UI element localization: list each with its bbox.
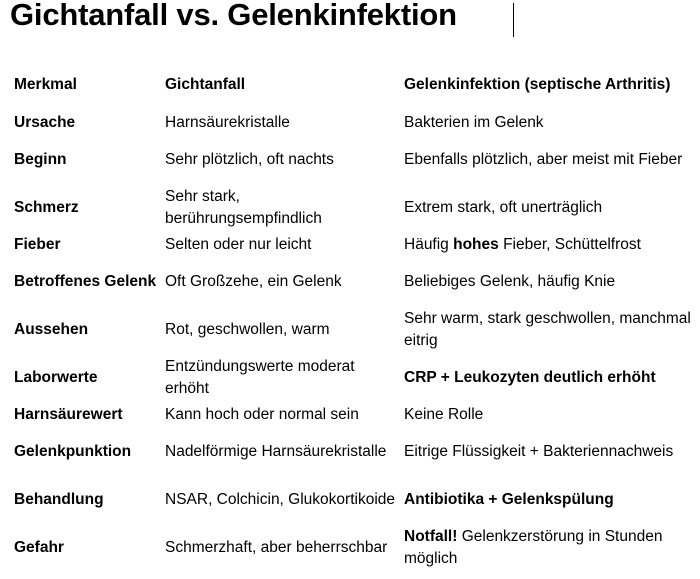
gout-cell: Rot, geschwollen, warm — [165, 321, 330, 338]
gout-cell: Oft Großzehe, ein Gelenk — [165, 273, 342, 290]
infection-text-bold: Notfall! — [404, 528, 458, 545]
table-row — [8, 476, 692, 524]
row-label: Betroffenes Gelenk — [14, 273, 157, 290]
infection-cell: Sehr warm, stark geschwollen, manchmal eitrig — [404, 310, 691, 349]
gout-cell: Schmerzhaft, aber beherrschbar — [165, 539, 388, 556]
infection-text-pre: Häufig — [404, 236, 454, 253]
comparison-table — [8, 60, 692, 572]
table-row — [8, 524, 692, 572]
row-label: Harnsäurewert — [14, 406, 123, 423]
table-header-row — [8, 60, 692, 110]
row-label: Beginn — [14, 151, 67, 168]
row-label: Gefahr — [14, 539, 64, 556]
row-label: Ursache — [14, 114, 76, 131]
gout-cell: Sehr plötzlich, oft nachts — [165, 151, 334, 168]
infection-cell: Antibiotika + Gelenkspülung — [404, 491, 614, 508]
row-label: Schmerz — [14, 199, 79, 216]
header-infection: Gelenkinfektion (septische Arthritis) — [404, 76, 671, 93]
infection-text-post: Fieber, Schüttelfrost — [498, 236, 641, 253]
table-row — [8, 354, 692, 402]
page-title: Gichtanfall vs. Gelenkinfektion — [10, 0, 457, 32]
infection-cell — [398, 232, 692, 258]
table-row — [8, 110, 692, 136]
gout-cell: Entzündungswerte moderat erhöht — [165, 358, 355, 397]
infection-cell — [398, 524, 692, 572]
gout-cell: Sehr stark, berührungsempfindlich — [165, 188, 322, 227]
gout-cell: Kann hoch oder normal sein — [165, 406, 359, 423]
infection-cell: Bakterien im Gelenk — [404, 114, 544, 131]
infection-cell: Eitrige Flüssigkeit + Bakteriennachweis — [404, 443, 674, 460]
row-label: Behandlung — [14, 491, 104, 508]
text-cursor — [513, 3, 514, 37]
table-row — [8, 184, 692, 232]
infection-cell: Ebenfalls plötzlich, aber meist mit Fieber — [404, 151, 683, 168]
row-label: Gelenkpunktion — [14, 443, 132, 460]
gout-cell: NSAR, Colchicin, Glukokortikoide — [165, 491, 396, 508]
infection-cell: Beliebiges Gelenk, häufig Knie — [404, 273, 616, 290]
header-feature: Merkmal — [14, 76, 77, 93]
infection-text-post: Gelenkzerstörung in Stunden möglich — [404, 528, 663, 567]
table-row — [8, 402, 692, 428]
row-label: Laborwerte — [14, 369, 98, 386]
row-label: Fieber — [14, 236, 61, 253]
gout-cell: Selten oder nur leicht — [165, 236, 312, 253]
table-row — [8, 232, 692, 258]
table-row — [8, 428, 692, 476]
gout-cell: Nadelförmige Harnsäurekristalle — [165, 443, 387, 460]
table-row — [8, 258, 692, 306]
infection-cell: Extrem stark, oft unerträglich — [404, 199, 603, 216]
infection-cell: CRP + Leukozyten deutlich erhöht — [404, 369, 656, 386]
table-row — [8, 306, 692, 354]
table-row — [8, 136, 692, 184]
row-label: Aussehen — [14, 321, 89, 338]
header-gout: Gichtanfall — [165, 76, 246, 93]
infection-cell: Keine Rolle — [404, 406, 484, 423]
gout-cell: Harnsäurekristalle — [165, 114, 290, 131]
infection-text-bold: hohes — [453, 236, 499, 253]
